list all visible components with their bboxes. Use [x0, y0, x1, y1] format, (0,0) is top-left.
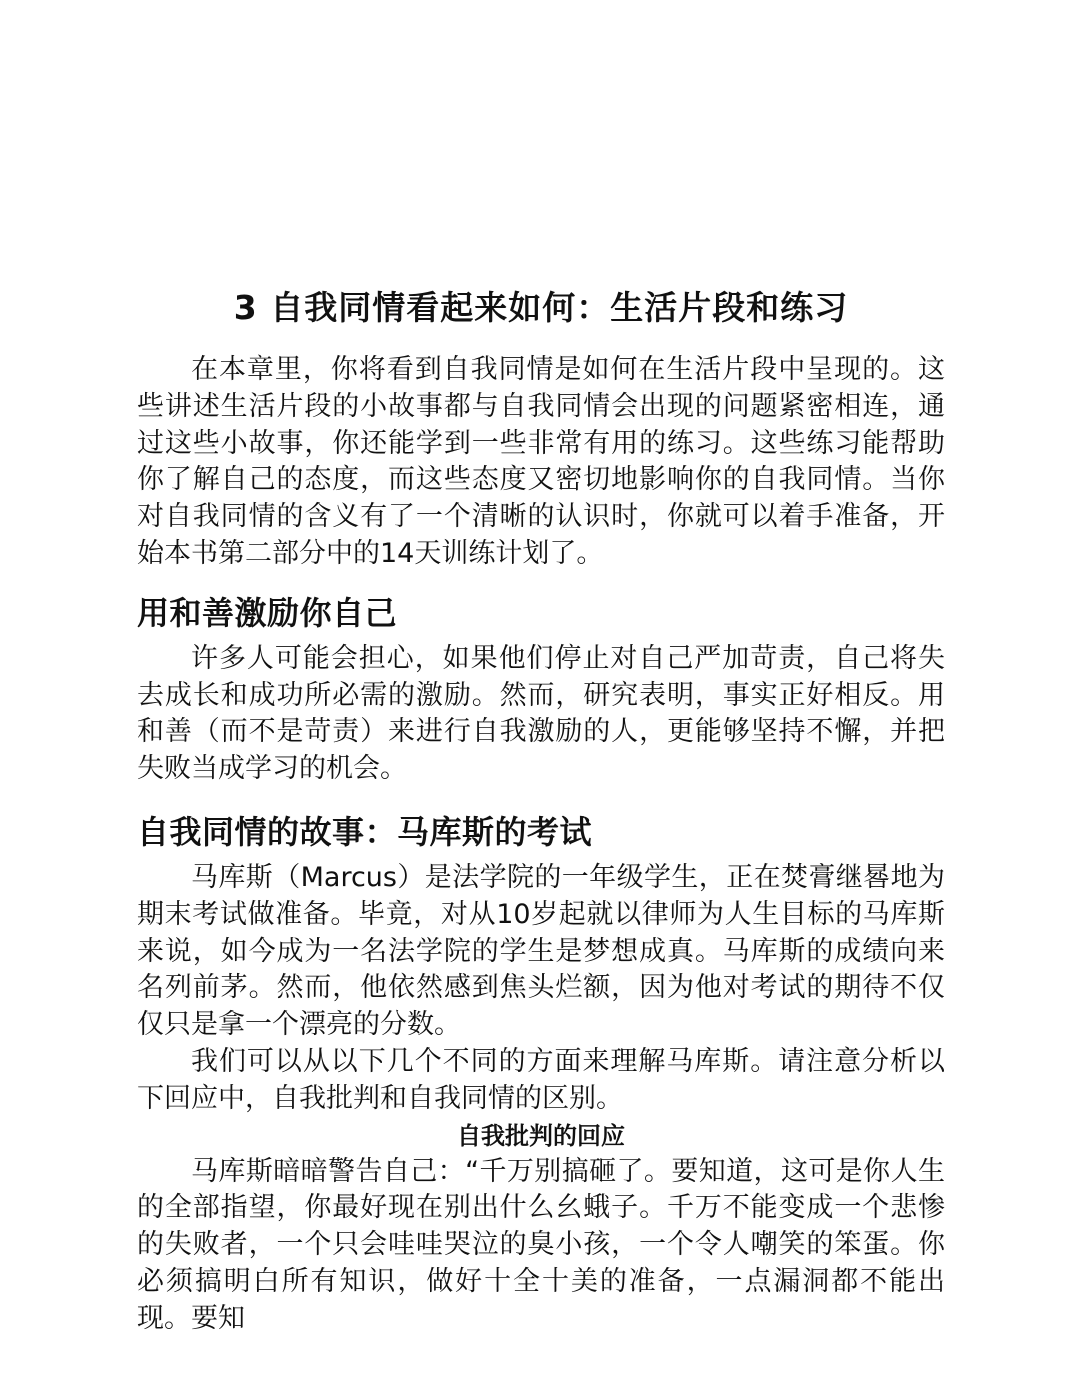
self-criticism-paragraph: 马库斯暗暗警告自己：“千万别搞砸了。要知道，这可是你人生的全部指望，你最好现在别出什么幺蛾子。千万不能变成一个悲惨的失败者，一个只会哇哇哭泣的臭小孩，一个令人嘲笑的笨蛋。你必须搞明白所有知识，做好十全十美的准备，一点漏洞都不能出现。要知: [137, 1155, 945, 1334]
section-heading-marcus-story: 自我同情的故事：马库斯的考试: [137, 812, 593, 851]
marcus-story-paragraph-2: 我们可以从以下几个不同的方面来理解马库斯。请注意分析以下回应中，自我批判和自我同情的区别。: [137, 1045, 945, 1114]
section-motivate-paragraph: 许多人可能会担心，如果他们停止对自己严加苛责，自己将失去成长和成功所必需的激励。然而，研究表明，事实正好相反。用和善（而不是苛责）来进行自我激励的人，更能够坚持不懈，并把失败当成学习的机会。: [137, 642, 945, 785]
section-heading-motivate: 用和善激励你自己: [137, 593, 398, 632]
chapter-title: 3 自我同情看起来如何：生活片段和练习: [233, 288, 849, 327]
self-criticism-subheading: 自我批判的回应: [457, 1121, 625, 1150]
marcus-story-paragraph-1: 马库斯（Marcus）是法学院的一年级学生，正在焚膏继晷地为期末考试做准备。毕竟，对从10岁起就以律师为人生目标的马库斯来说，如今成为一名法学院的学生是梦想成真。马库斯的成绩向来名列前茅。然而，他依然感到焦头烂额，因为他对考试的期待不仅仅只是拿一个漂亮的分数。: [137, 861, 945, 1041]
chapter-intro-paragraph: 在本章里，你将看到自我同情是如何在生活片段中呈现的。这些讲述生活片段的小故事都与自我同情会出现的问题紧密相连，通过这些小故事，你还能学到一些非常有用的练习。这些练习能帮助你了解自己的态度，而这些态度又密切地影响你的自我同情。当你对自我同情的含义有了一个清晰的认识时，你就可以着手准备，开始本书第二部分中的14天训练计划了。: [137, 354, 945, 569]
page-content: [137, 280, 945, 1338]
